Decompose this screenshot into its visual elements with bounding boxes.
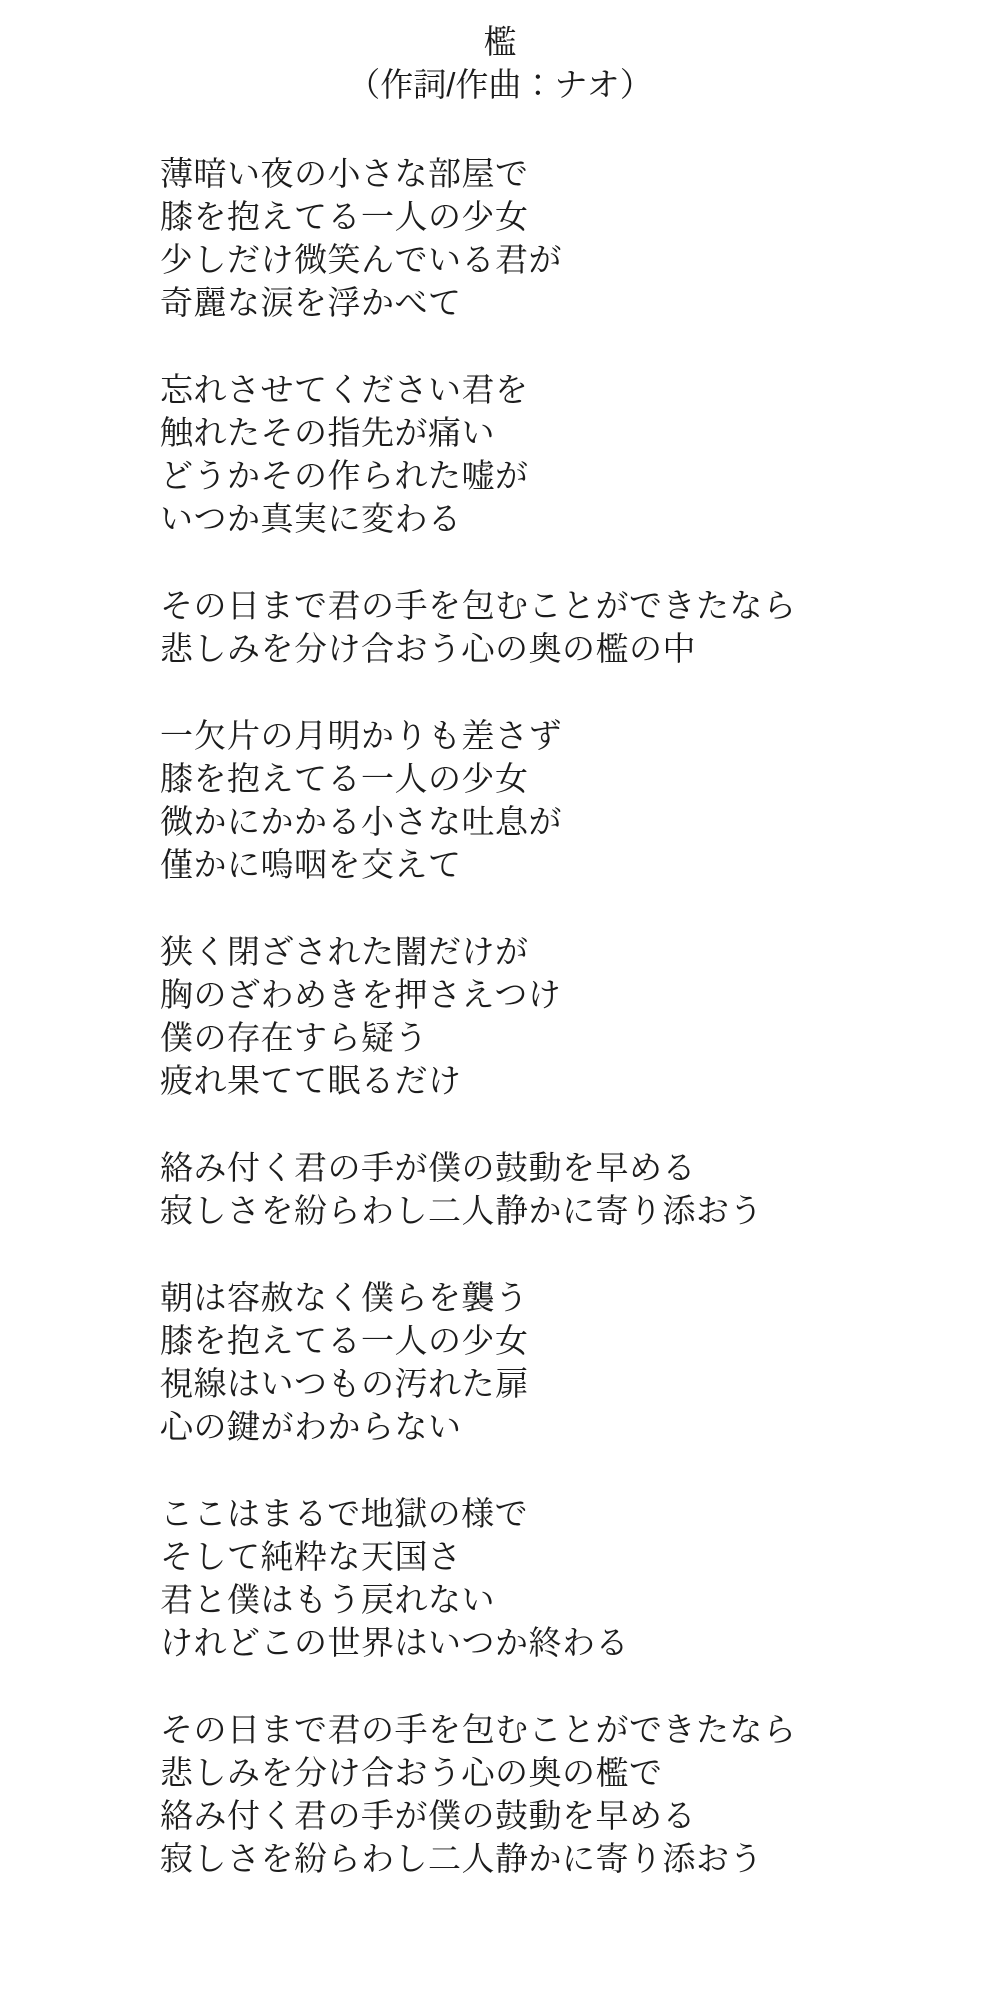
verse-1 bbox=[160, 152, 1000, 324]
verse-9-final-chorus bbox=[160, 1708, 1000, 1880]
verse-5 bbox=[160, 930, 1000, 1102]
lyric-line: 膝を抱えてる一人の少女 bbox=[160, 1322, 529, 1359]
verse-8 bbox=[160, 1492, 1000, 1664]
lyric-line: 少しだけ微笑んでいる君が bbox=[160, 241, 562, 278]
lyric-line: 狭く閉ざされた闇だけが bbox=[160, 933, 529, 970]
verse-7 bbox=[160, 1276, 1000, 1448]
song-title: 檻 bbox=[483, 23, 517, 60]
lyric-line: 膝を抱えてる一人の少女 bbox=[160, 760, 529, 797]
lyric-line: 朝は容赦なく僕らを襲う bbox=[160, 1279, 529, 1316]
lyric-line: 僕の存在すら疑う bbox=[160, 1019, 428, 1056]
lyric-line: 忘れさせてください君を bbox=[160, 371, 529, 408]
lyric-line: 微かにかかる小さな吐息が bbox=[160, 803, 562, 840]
verse-3-chorus bbox=[160, 584, 1000, 670]
lyric-line: 寂しさを紛らわし二人静かに寄り添おう bbox=[160, 1192, 763, 1229]
lyric-line: その日まで君の手を包むことができたなら bbox=[160, 1711, 797, 1748]
lyric-line: 膝を抱えてる一人の少女 bbox=[160, 198, 529, 235]
lyric-line: 絡み付く君の手が僕の鼓動を早める bbox=[160, 1797, 696, 1834]
lyric-line: 奇麗な涙を浮かべて bbox=[160, 284, 462, 321]
lyric-line: 心の鍵がわからない bbox=[160, 1408, 462, 1445]
lyric-line: そして純粋な天国さ bbox=[160, 1538, 462, 1575]
lyric-line: その日まで君の手を包むことができたなら bbox=[160, 587, 797, 624]
lyric-line: 悲しみを分け合おう心の奥の檻で bbox=[160, 1754, 663, 1791]
lyric-line: ここはまるで地獄の様で bbox=[160, 1495, 529, 1532]
lyric-line: 一欠片の月明かりも差さず bbox=[160, 717, 562, 754]
verse-6-chorus bbox=[160, 1146, 1000, 1232]
lyric-line: いつか真実に変わる bbox=[160, 500, 462, 537]
lyrics-body bbox=[0, 152, 1000, 1880]
song-credit: （作詞/作曲：ナオ） bbox=[347, 66, 653, 103]
lyric-line: 悲しみを分け合おう心の奥の檻の中 bbox=[160, 630, 696, 667]
lyric-line: 触れたその指先が痛い bbox=[160, 414, 495, 451]
lyric-line: 薄暗い夜の小さな部屋で bbox=[160, 155, 529, 192]
lyric-line: 絡み付く君の手が僕の鼓動を早める bbox=[160, 1149, 696, 1186]
lyric-line: 胸のざわめきを押さえつけ bbox=[160, 976, 562, 1013]
lyric-line: どうかその作られた嘘が bbox=[160, 457, 529, 494]
lyric-line: 視線はいつもの汚れた扉 bbox=[160, 1365, 529, 1402]
lyric-line: 疲れ果てて眠るだけ bbox=[160, 1062, 462, 1099]
header bbox=[0, 20, 1000, 106]
lyric-line: 寂しさを紛らわし二人静かに寄り添おう bbox=[160, 1840, 763, 1877]
verse-4 bbox=[160, 714, 1000, 886]
lyric-line: けれどこの世界はいつか終わる bbox=[160, 1624, 629, 1661]
verse-2 bbox=[160, 368, 1000, 540]
lyric-line: 僅かに嗚咽を交えて bbox=[160, 846, 462, 883]
lyric-line: 君と僕はもう戻れない bbox=[160, 1581, 495, 1618]
